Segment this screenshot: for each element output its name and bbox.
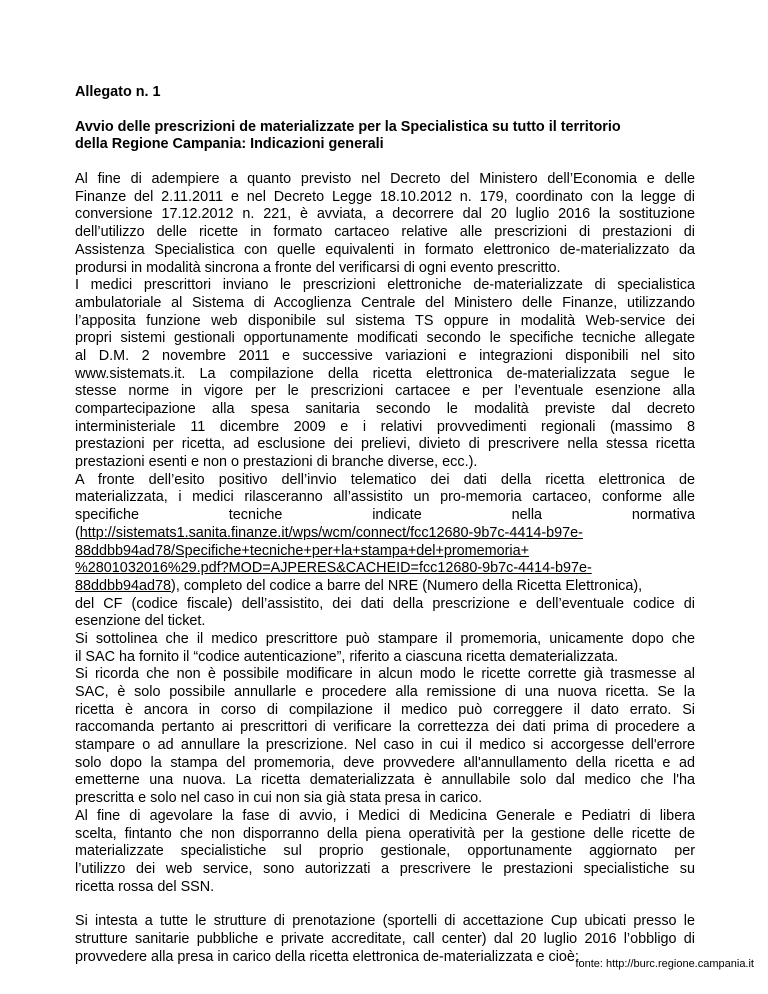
text-line: materializzata, i medici rilasceranno all’assistito un pro-memoria cartaceo, conforme alle <box>75 489 695 506</box>
spec-link[interactable]: http://sistemats1.sanita.finanze.it/wps/wcm/connect/fcc12680-9b7c-4414-b97e- <box>79 524 583 541</box>
word: normativa <box>631 507 695 524</box>
word: nella <box>511 507 543 524</box>
spec-link[interactable]: %2801032016%29.pdf?MOD=AJPERES&CACHEID=fcc12680-9b7c-4414-b97e- <box>75 560 592 577</box>
text-line: ricetta rossa del SSN. <box>75 878 215 895</box>
document-title <box>75 119 695 154</box>
source-footer: fonte: http://burc.regione.campania.it <box>575 958 754 970</box>
text-line <box>75 543 695 561</box>
paren-open: ( <box>75 524 80 541</box>
paragraph-auth-code <box>75 631 695 666</box>
word: indicate <box>372 507 422 524</box>
text-line: stesse norme in vigore per le prescrizioni cartacee e per l’eventuale esenzione alla <box>75 383 695 400</box>
text-line: provvedere alla presa in carico della ricetta elettronica de-materializzata e cioè: <box>75 948 579 965</box>
text-line: Al fine di agevolare la fase di avvio, i Medici di Medicina Generale e Pediatri di libera <box>75 807 695 824</box>
text-line: ambulatoriale al Sistema di Accoglienza Centrale del Ministero delle Finanze, utilizzando <box>75 294 695 311</box>
text-line: materializzate specialistiche sul proprio gestionale, opportunamente aggiornato per <box>75 843 695 860</box>
text-line: www.sistemats.it. La compilazione della ricetta elettronica de-materializzata segue le <box>75 365 695 382</box>
text-line <box>75 560 695 578</box>
text-line: Assistenza Specialistica con quelle equivalenti in formato elettronico de-materializzato da <box>75 241 695 258</box>
paragraph-prescribers <box>75 277 695 472</box>
text-line: prodursi in modalità sincrona a fronte del verificarsi di ogni evento prescritto. <box>75 259 561 276</box>
text-line: dell’utilizzo delle ricette in formato cartaceo relative alle prescrizioni di prestazioni di <box>75 224 695 241</box>
text-line: prescritta e solo nel caso in cui non sia già stata presa in carico. <box>75 790 483 807</box>
text-line: conversione 17.12.2012 n. 221, è avviata, a decorrere dal 20 luglio 2016 la sostituzione <box>75 206 695 223</box>
text-line <box>75 507 695 525</box>
text-line: prestazioni esenti e non o prestazioni di branche diverse, ecc.). <box>75 454 478 471</box>
text-line: interministeriale 11 dicembre 2009 e i relativi provvedimenti regionali (massimo 8 <box>75 418 695 435</box>
title-line: Avvio delle prescrizioni de materializzate per la Specialistica su tutto il territorio <box>75 118 621 135</box>
document-body <box>75 84 695 966</box>
text-line: stampare o ad annullare la prescrizione. Nel caso in cui il medico si accorgesse dell'errore <box>75 737 695 754</box>
text-line: Finanze del 2.11.2011 e nel Decreto Legge 18.10.2012 n. 179, coordinato con la legge di <box>75 188 695 205</box>
text-line: propri sistemi gestionali opportunamente modificati secondo le specifiche tecniche allegate <box>75 330 695 347</box>
spec-link[interactable]: 88ddbb94ad78 <box>75 577 172 594</box>
text-line: Si sottolinea che il medico prescrittore può stampare il promemoria, unicamente dopo che <box>75 630 695 647</box>
text-line: il SAC ha fornito il “codice autenticazione”, riferito a ciascuna ricetta dematerializzata. <box>75 648 619 665</box>
word: specifiche <box>75 507 139 524</box>
text-line: emetterne una nuova. La ricetta dematerializzata è annullabile solo dal medico che l'ha <box>75 772 695 789</box>
text-line <box>75 578 695 596</box>
text-line: I medici prescrittori inviano le prescrizioni elettroniche de-materializzate di specialistica <box>75 277 695 294</box>
text-line: raccomanda pertanto ai prescrittori di verificare la correttezza dei dati prima di procedere a <box>75 719 695 736</box>
paragraph-corrections <box>75 666 695 808</box>
text-line: Si intesta a tutte le strutture di prenotazione (sportelli di accettazione Cup ubicati presso le <box>75 913 695 930</box>
text-line: Si ricorda che non è possibile modificare in alcun modo le ricette corrette già trasmesse al <box>75 666 695 683</box>
text-line: esenzione del ticket. <box>75 613 206 630</box>
text-line: scelta, fintanto che non disporranno della piena operatività per la gestione delle ricette de <box>75 825 695 842</box>
attachment-heading: Allegato n. 1 <box>75 84 161 100</box>
paragraph-transition <box>75 808 695 896</box>
text-line: A fronte dell’esito positivo dell’invio telematico dei dati della ricetta elettronica de <box>75 471 695 488</box>
text-line: SAC, è solo possibile annullarle e procedere alla remissione di una nuova ricetta. Se la <box>75 684 695 700</box>
text-line: l’utilizzo dei web service, sono autorizzati a prescrivere le prestazioni specialistiche su <box>75 860 695 877</box>
text-line: l’apposita funzione web disponibile sul sistema TS oppure in modalità Web-service dei <box>75 312 695 329</box>
text-line: del CF (codice fiscale) dell’assistito, dei dati della prescrizione e dell’eventuale codice di <box>75 595 695 612</box>
text-line: prestazioni per ricetta, ad esclusione dei prelievi, divieto di prescrivere nella stessa ricetta <box>75 436 695 453</box>
title-line: della Regione Campania: Indicazioni generali <box>75 136 384 153</box>
text-line: Al fine di adempiere a quanto previsto nel Decreto del Ministero dell’Economia e delle <box>75 171 695 188</box>
link-tail-text: ), completo del codice a barre del NRE (Numero della Ricetta Elettronica), <box>171 577 643 594</box>
text-line: strutture sanitarie pubbliche e private accreditate, call center) dal 20 luglio 2016 l’obbligo di <box>75 930 695 947</box>
spec-link[interactable]: 88ddbb94ad78/Specifiche+tecniche+per+la+stampa+del+promemoria+ <box>75 542 530 559</box>
text-line: compartecipazione alla spesa sanitaria secondo le modalità previste dal decreto <box>75 401 695 417</box>
text-line: solo dopo la stampa del promemoria, deve provvedere all'annullamento della ricetta e ad <box>75 754 695 771</box>
text-line: ricetta è ancora in corso di compilazione il medico può correggere il dato errato. Si <box>75 701 695 718</box>
paragraph-intro <box>75 171 695 277</box>
text-line <box>75 525 695 543</box>
word: tecniche <box>228 507 283 524</box>
paragraph-promemoria <box>75 472 695 631</box>
text-line: al D.M. 2 novembre 2011 e successive variazioni e integrazioni disponibili nel sito <box>75 347 695 364</box>
